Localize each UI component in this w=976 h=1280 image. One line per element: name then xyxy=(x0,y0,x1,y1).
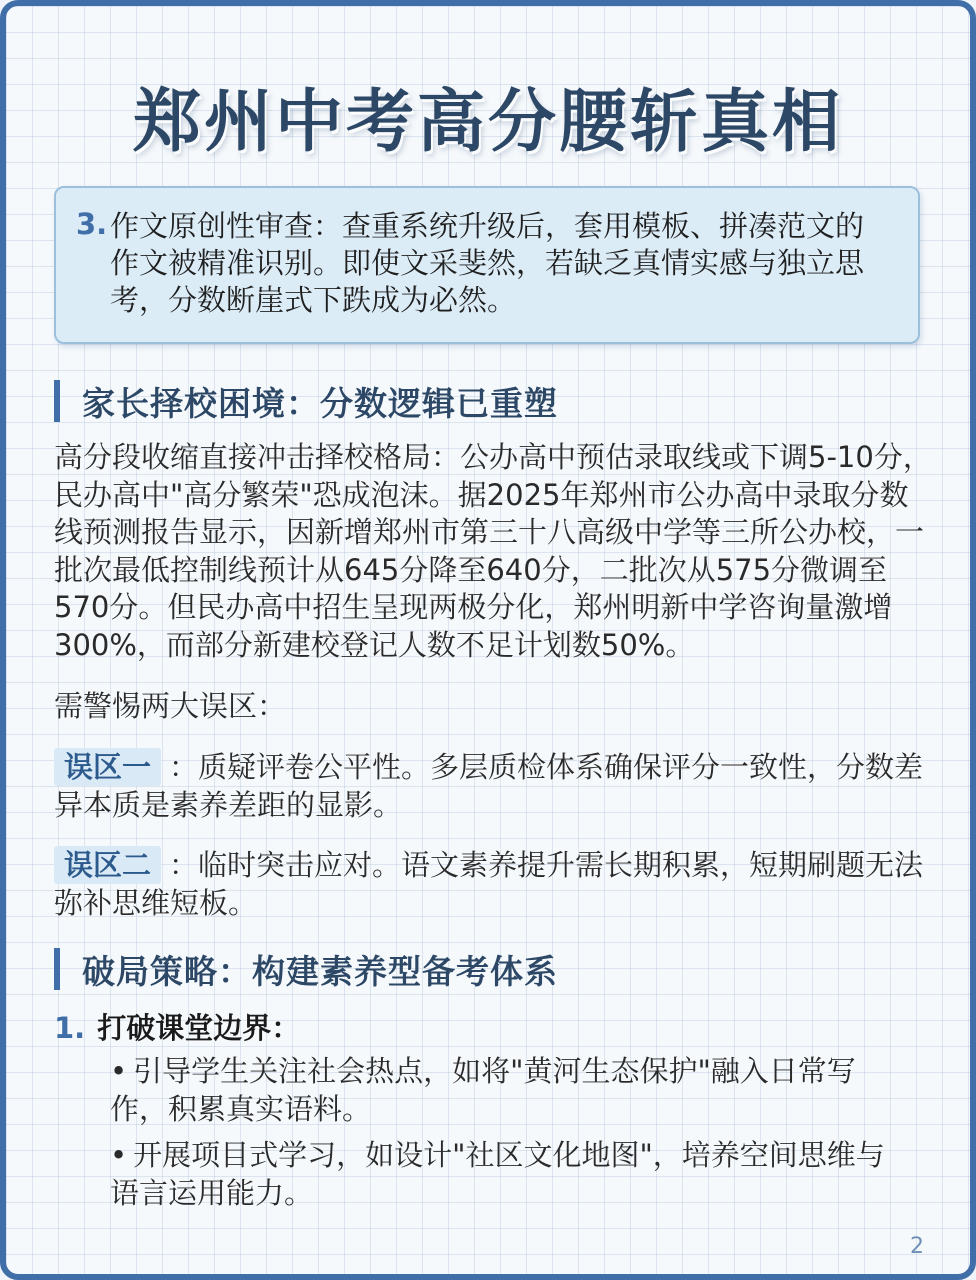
heading-accent-bar xyxy=(54,380,60,422)
step-title: 打破课堂边界： xyxy=(97,1011,301,1045)
myth-text: ：临时突击应对。语文素养提升需长期积累，短期刷题无法弥补思维短板。 xyxy=(54,848,924,920)
myth-text: ：质疑评卷公平性。多层质检体系确保评分一致性，分数差异本质是素养差距的显影。 xyxy=(54,750,924,822)
bullet-dot: • xyxy=(110,1054,128,1088)
myth-item-1 xyxy=(54,748,934,824)
callout-number: 3. xyxy=(76,207,108,241)
section-heading-school-choice xyxy=(54,378,558,424)
section-heading-text: 家长择校困境：分数逻辑已重塑 xyxy=(82,383,558,423)
step-number: 1. xyxy=(54,1011,86,1045)
myth-tag: 误区一 xyxy=(54,748,161,786)
callout-box xyxy=(54,186,920,344)
myth-tag: 误区二 xyxy=(54,846,161,884)
myth-item-2 xyxy=(54,846,934,922)
bullet-dot: • xyxy=(110,1138,128,1172)
heading-accent-bar xyxy=(54,948,60,990)
callout-text: 作文原创性审查：查重系统升级后，套用模板、拼凑范文的作文被精准识别。即使文采斐然，若缺乏真情实感与独立思考，分数断崖式下跌成为必然。 xyxy=(110,209,865,317)
bullet-item-1 xyxy=(110,1052,910,1128)
strategy-step-1 xyxy=(54,1009,300,1047)
body-paragraph: 高分段收缩直接冲击择校格局：公办高中预估录取线或下调5-10分，民办高中"高分繁荣"恐成泡沫。据2025年郑州市公办高中录取分数线预测报告显示，因新增郑州市第三十八高级中学等三所公办校，一批次最低控制线预计从645分降至640分，二批次从575分微调至570分。但民办高中招生呈现两极分化，郑州明新中学咨询量激增300%，而部分新建校登记人数不足计划数50%。 xyxy=(54,440,932,662)
bullet-text: 引导学生关注社会热点，如将"黄河生态保护"融入日常写作，积累真实语料。 xyxy=(110,1054,856,1126)
bullet-text: 开展项目式学习，如设计"社区文化地图"，培养空间思维与语言运用能力。 xyxy=(110,1138,885,1210)
section-heading-strategy xyxy=(54,946,558,992)
myths-intro: 需警惕两大误区： xyxy=(54,689,287,723)
page-number: 2 xyxy=(910,1234,924,1259)
page-title: 郑州中考高分腰斩真相 xyxy=(132,83,843,162)
bullet-item-2 xyxy=(110,1136,910,1212)
section-heading-text: 破局策略：构建素养型备考体系 xyxy=(82,951,558,991)
